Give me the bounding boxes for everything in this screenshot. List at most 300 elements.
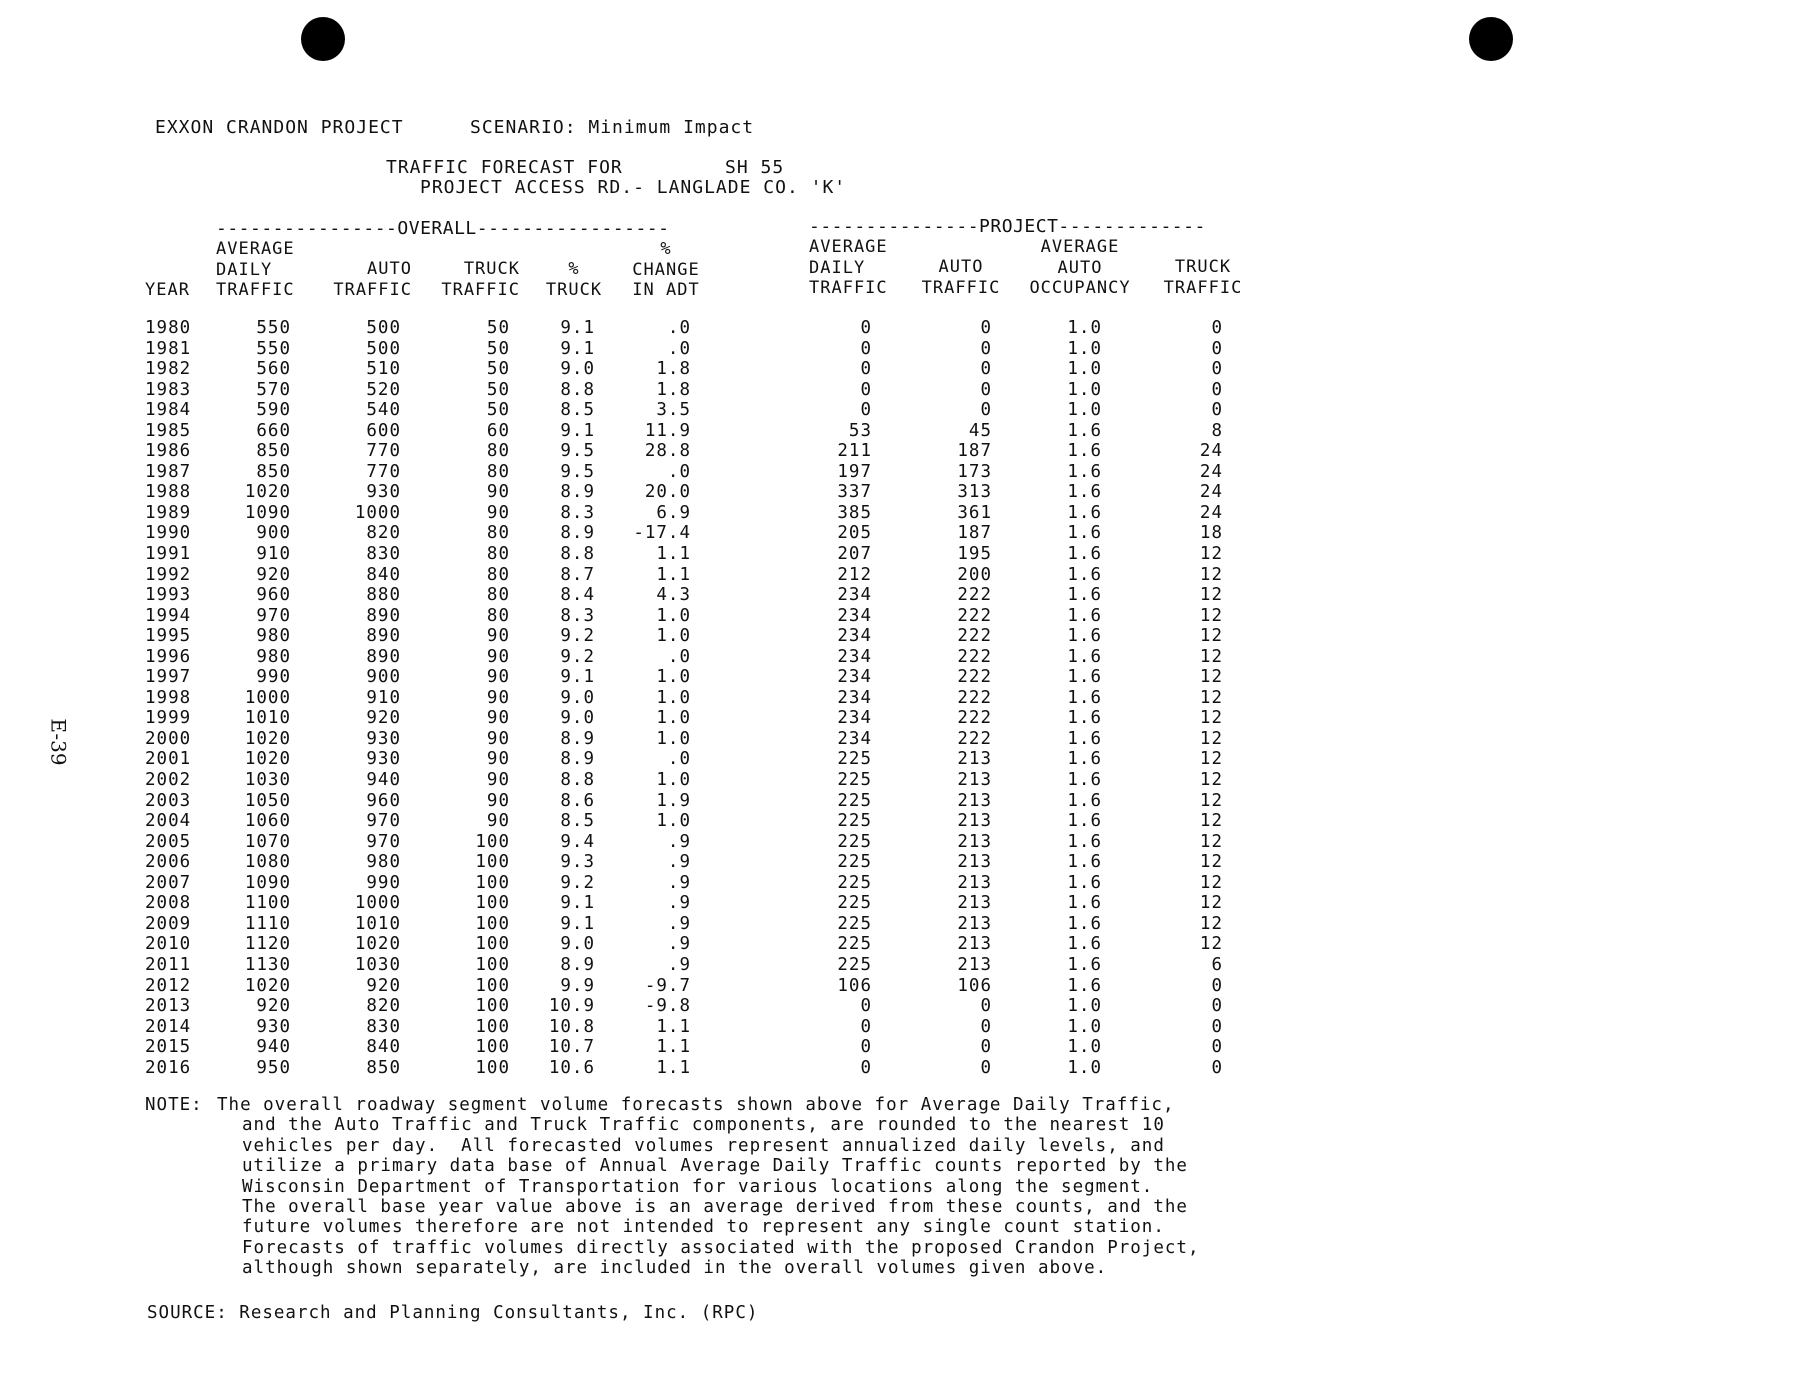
table-cell: 1986 [145, 441, 192, 462]
table-cell: 1030 [244, 770, 291, 791]
table-cell: 940 [366, 770, 401, 791]
table-cell: 2013 [145, 996, 192, 1017]
table-cell: 0 [980, 379, 992, 400]
table-cell: 560 [256, 359, 291, 380]
table-cell: 234 [837, 687, 872, 708]
table-cell: .9 [667, 852, 691, 873]
table-cell: 980 [256, 626, 291, 647]
table-cell: 1.6 [1067, 523, 1102, 544]
table-cell: 1.6 [1067, 461, 1102, 482]
table-cell: 2011 [145, 954, 192, 975]
column-auto [330, 318, 401, 1078]
table-cell: 12 [1199, 893, 1223, 914]
table-cell: 1.6 [1067, 893, 1102, 914]
table-cell: 510 [366, 359, 401, 380]
table-cell: 9.0 [560, 708, 595, 729]
table-cell: .0 [667, 461, 691, 482]
table-cell: 920 [366, 975, 401, 996]
table-cell: .9 [667, 934, 691, 955]
table-cell: 0 [1211, 996, 1223, 1017]
table-cell: 2016 [145, 1057, 192, 1078]
table-cell: 1.0 [1067, 338, 1102, 359]
table-cell: 1.6 [1067, 913, 1102, 934]
table-cell: 960 [366, 790, 401, 811]
table-cell: .0 [667, 749, 691, 770]
table-cell: 940 [256, 1037, 291, 1058]
table-cell: 90 [486, 770, 510, 791]
table-cell: 500 [366, 338, 401, 359]
table-cell: 222 [957, 728, 992, 749]
table-cell: 9.0 [560, 934, 595, 955]
table-cell: 1983 [145, 379, 192, 400]
table-cell: 90 [486, 502, 510, 523]
table-cell: 910 [256, 544, 291, 565]
table-cell: 1.0 [1067, 318, 1102, 338]
table-cell: 1.0 [1067, 996, 1102, 1017]
table-cell: 90 [486, 646, 510, 667]
table-cell: 213 [957, 749, 992, 770]
table-cell: 1090 [244, 872, 291, 893]
table-cell: 222 [957, 605, 992, 626]
table-cell: 222 [957, 646, 992, 667]
table-cell: 2004 [145, 811, 192, 832]
table-cell: 2014 [145, 1016, 192, 1037]
table-cell: 820 [366, 523, 401, 544]
table-cell: 660 [256, 420, 291, 441]
col-header-project-adt: AVERAGE DAILY TRAFFIC [809, 237, 888, 298]
table-cell: 930 [366, 482, 401, 503]
table-cell: 90 [486, 790, 510, 811]
table-cell: 12 [1199, 626, 1223, 647]
table-cell: 8.8 [560, 379, 595, 400]
table-cell: 234 [837, 585, 872, 606]
table-cell: 1.6 [1067, 687, 1102, 708]
table-cell: 1997 [145, 667, 192, 688]
table-cell: 222 [957, 667, 992, 688]
table-cell: 9.1 [560, 318, 595, 338]
table-cell: 207 [837, 544, 872, 565]
column-project-truck [1170, 318, 1223, 1078]
table-cell: 820 [366, 996, 401, 1017]
table-cell: 1.1 [656, 1037, 691, 1058]
table-cell: 100 [475, 872, 510, 893]
table-cell: 213 [957, 893, 992, 914]
table-cell: 10.7 [548, 1037, 595, 1058]
project-section-banner: ---------------PROJECT------------- [809, 216, 1206, 237]
table-cell: 90 [486, 687, 510, 708]
table-cell: 840 [366, 564, 401, 585]
table-cell: 840 [366, 1037, 401, 1058]
table-cell: 1130 [244, 954, 291, 975]
table-cell: 1020 [354, 934, 401, 955]
page-number: E-39 [46, 718, 71, 766]
table-cell: 234 [837, 646, 872, 667]
table-cell: 90 [486, 708, 510, 729]
column-truck [440, 318, 510, 1078]
table-cell: 80 [486, 461, 510, 482]
table-cell: 45 [968, 420, 992, 441]
table-cell: 50 [486, 318, 510, 338]
project-title: EXXON CRANDON PROJECT [155, 117, 404, 138]
column-year [145, 318, 205, 1078]
table-cell: 222 [957, 626, 992, 647]
table-cell: 1988 [145, 482, 192, 503]
table-cell: 9.2 [560, 626, 595, 647]
table-cell: 990 [366, 872, 401, 893]
column-project-occupancy [1050, 318, 1102, 1078]
table-cell: 205 [837, 523, 872, 544]
table-cell: 80 [486, 441, 510, 462]
table-cell: 1.6 [1067, 667, 1102, 688]
table-cell: 8.9 [560, 523, 595, 544]
table-cell: 8.6 [560, 790, 595, 811]
table-cell: 900 [366, 667, 401, 688]
table-cell: 850 [366, 1057, 401, 1078]
table-cell: 930 [366, 749, 401, 770]
table-cell: 1.6 [1067, 852, 1102, 873]
table-cell: 0 [980, 338, 992, 359]
table-cell: 930 [256, 1016, 291, 1037]
table-cell: 0 [860, 400, 872, 421]
note-first-line: The overall roadway segment volume forecasts shown above for Average Daily Traffic, [217, 1095, 1175, 1115]
table-cell: 50 [486, 400, 510, 421]
table-cell: 9.3 [560, 852, 595, 873]
table-cell: 100 [475, 1016, 510, 1037]
table-cell: 900 [256, 523, 291, 544]
table-cell: 2000 [145, 728, 192, 749]
table-cell: 2005 [145, 831, 192, 852]
table-cell: 890 [366, 605, 401, 626]
table-cell: 8.5 [560, 400, 595, 421]
table-cell: 8 [1211, 420, 1223, 441]
table-cell: .9 [667, 872, 691, 893]
table-cell: 1.0 [656, 728, 691, 749]
table-cell: 1.0 [1067, 1037, 1102, 1058]
table-cell: 197 [837, 461, 872, 482]
table-cell: 0 [980, 996, 992, 1017]
table-cell: 12 [1199, 708, 1223, 729]
table-cell: 100 [475, 831, 510, 852]
table-cell: 0 [860, 1057, 872, 1078]
table-cell: 0 [1211, 379, 1223, 400]
table-cell: 225 [837, 831, 872, 852]
table-cell: 12 [1199, 585, 1223, 606]
table-cell: 337 [837, 482, 872, 503]
table-cell: 213 [957, 790, 992, 811]
table-cell: 12 [1199, 770, 1223, 791]
table-cell: 225 [837, 790, 872, 811]
table-cell: 213 [957, 770, 992, 791]
table-cell: 80 [486, 544, 510, 565]
table-cell: 100 [475, 852, 510, 873]
table-cell: 313 [957, 482, 992, 503]
table-cell: 1.6 [1067, 564, 1102, 585]
col-header-auto: AUTO TRAFFIC [333, 259, 412, 300]
table-cell: 970 [366, 831, 401, 852]
table-cell: 1.0 [656, 687, 691, 708]
table-cell: 12 [1199, 872, 1223, 893]
table-cell: 1.0 [656, 667, 691, 688]
table-cell: 1.6 [1067, 954, 1102, 975]
table-cell: 1.6 [1067, 770, 1102, 791]
table-cell: 1.6 [1067, 790, 1102, 811]
table-cell: 187 [957, 523, 992, 544]
table-cell: 12 [1199, 749, 1223, 770]
table-cell: 0 [860, 359, 872, 380]
table-cell: 0 [860, 1037, 872, 1058]
table-cell: 24 [1199, 461, 1223, 482]
table-cell: 4.3 [656, 585, 691, 606]
table-cell: 1.0 [1067, 400, 1102, 421]
table-cell: 1.6 [1067, 585, 1102, 606]
table-cell: 1.1 [656, 564, 691, 585]
table-cell: 1.6 [1067, 441, 1102, 462]
table-cell: 570 [256, 379, 291, 400]
table-cell: 213 [957, 934, 992, 955]
table-cell: 8.9 [560, 749, 595, 770]
table-cell: 1080 [244, 852, 291, 873]
table-cell: 1.6 [1067, 544, 1102, 565]
table-cell: 9.0 [560, 359, 595, 380]
forecast-route: SH 55 [725, 157, 785, 178]
table-cell: 1050 [244, 790, 291, 811]
table-cell: 0 [980, 1057, 992, 1078]
table-cell: 80 [486, 564, 510, 585]
table-cell: 9.9 [560, 975, 595, 996]
table-cell: 1.1 [656, 544, 691, 565]
table-cell: 920 [256, 996, 291, 1017]
table-cell: 9.1 [560, 667, 595, 688]
table-cell: 225 [837, 749, 872, 770]
table-cell: 1.6 [1067, 831, 1102, 852]
table-cell: 1.0 [1067, 1016, 1102, 1037]
table-cell: 500 [366, 318, 401, 338]
table-cell: 1060 [244, 811, 291, 832]
source-line: SOURCE: Research and Planning Consultants, Inc. (RPC) [147, 1303, 759, 1323]
table-cell: 80 [486, 585, 510, 606]
table-cell: 980 [366, 852, 401, 873]
table-cell: 1.6 [1067, 975, 1102, 996]
table-cell: 12 [1199, 913, 1223, 934]
table-cell: 50 [486, 359, 510, 380]
table-cell: 212 [837, 564, 872, 585]
table-cell: 770 [366, 461, 401, 482]
table-cell: 1.6 [1067, 934, 1102, 955]
table-cell: 1020 [244, 482, 291, 503]
table-cell: 213 [957, 811, 992, 832]
table-cell: 100 [475, 954, 510, 975]
table-cell: 600 [366, 420, 401, 441]
table-cell: 960 [256, 585, 291, 606]
table-cell: 1.0 [1067, 1057, 1102, 1078]
table-cell: 1981 [145, 338, 192, 359]
punch-hole-right [1469, 17, 1513, 61]
table-cell: 10.6 [548, 1057, 595, 1078]
col-header-adt: AVERAGE DAILY TRAFFIC [216, 239, 295, 300]
table-cell: 100 [475, 975, 510, 996]
table-cell: 0 [980, 1016, 992, 1037]
table-cell: 106 [957, 975, 992, 996]
table-cell: 20.0 [644, 482, 691, 503]
table-cell: 0 [1211, 400, 1223, 421]
table-cell: 12 [1199, 564, 1223, 585]
table-cell: 950 [256, 1057, 291, 1078]
table-cell: 12 [1199, 687, 1223, 708]
table-cell: 234 [837, 728, 872, 749]
table-cell: -17.4 [633, 523, 691, 544]
table-cell: 9.5 [560, 441, 595, 462]
table-cell: 0 [980, 318, 992, 338]
table-cell: 12 [1199, 831, 1223, 852]
column-project-adt [800, 318, 872, 1078]
table-cell: 9.4 [560, 831, 595, 852]
table-cell: 540 [366, 400, 401, 421]
table-cell: 1998 [145, 687, 192, 708]
table-cell: 1000 [354, 893, 401, 914]
table-cell: 12 [1199, 646, 1223, 667]
table-cell: 213 [957, 852, 992, 873]
table-cell: 1993 [145, 585, 192, 606]
table-cell: 1000 [354, 502, 401, 523]
col-header-year: YEAR [145, 280, 190, 300]
table-cell: -9.7 [644, 975, 691, 996]
table-cell: 1995 [145, 626, 192, 647]
table-cell: 910 [366, 687, 401, 708]
table-cell: 1.8 [656, 379, 691, 400]
table-cell: 1030 [354, 954, 401, 975]
scenario-label: SCENARIO: Minimum Impact [470, 117, 755, 138]
table-cell: 0 [860, 379, 872, 400]
table-cell: 222 [957, 708, 992, 729]
table-cell: 173 [957, 461, 992, 482]
col-header-pct-change: % CHANGE IN ADT [632, 239, 700, 300]
table-cell: .9 [667, 913, 691, 934]
table-cell: 920 [366, 708, 401, 729]
table-cell: 60 [486, 420, 510, 441]
table-cell: 9.1 [560, 338, 595, 359]
table-cell: 1.6 [1067, 420, 1102, 441]
table-cell: 1.6 [1067, 646, 1102, 667]
table-cell: 0 [1211, 359, 1223, 380]
table-cell: 970 [256, 605, 291, 626]
table-cell: 100 [475, 913, 510, 934]
table-cell: 1.1 [656, 1057, 691, 1078]
table-cell: 8.7 [560, 564, 595, 585]
table-cell: 8.5 [560, 811, 595, 832]
table-cell: 90 [486, 626, 510, 647]
table-cell: 90 [486, 728, 510, 749]
table-cell: 930 [366, 728, 401, 749]
table-cell: 8.3 [560, 502, 595, 523]
table-cell: 1.6 [1067, 605, 1102, 626]
table-cell: 24 [1199, 502, 1223, 523]
table-cell: 225 [837, 934, 872, 955]
table-cell: 1020 [244, 728, 291, 749]
table-cell: 234 [837, 708, 872, 729]
col-header-project-auto: AUTO TRAFFIC [921, 257, 1001, 298]
table-cell: 1020 [244, 749, 291, 770]
column-pct-change [610, 318, 691, 1078]
table-cell: 880 [366, 585, 401, 606]
table-cell: 225 [837, 770, 872, 791]
table-cell: 0 [860, 996, 872, 1017]
table-cell: 1.6 [1067, 749, 1102, 770]
table-cell: 3.5 [656, 400, 691, 421]
table-cell: 1010 [244, 708, 291, 729]
table-cell: 225 [837, 893, 872, 914]
table-cell: 361 [957, 502, 992, 523]
table-cell: 850 [256, 441, 291, 462]
table-cell: 1.6 [1067, 728, 1102, 749]
table-cell: 24 [1199, 441, 1223, 462]
overall-section-banner: ----------------OVERALL----------------- [216, 218, 670, 239]
table-cell: 225 [837, 872, 872, 893]
table-cell: 1.6 [1067, 708, 1102, 729]
forecast-title: TRAFFIC FORECAST FOR [386, 157, 623, 178]
table-cell: 225 [837, 852, 872, 873]
table-cell: 1.6 [1067, 626, 1102, 647]
table-cell: 225 [837, 913, 872, 934]
punch-hole-left [301, 17, 345, 61]
table-cell: 970 [366, 811, 401, 832]
table-cell: 12 [1199, 544, 1223, 565]
table-cell: 920 [256, 564, 291, 585]
table-cell: 8.3 [560, 605, 595, 626]
forecast-segment: PROJECT ACCESS RD.- LANGLADE CO. 'K' [420, 177, 847, 198]
table-cell: 1987 [145, 461, 192, 482]
table-cell: 2003 [145, 790, 192, 811]
table-cell: .0 [667, 646, 691, 667]
table-cell: 12 [1199, 667, 1223, 688]
table-cell: 2001 [145, 749, 192, 770]
table-cell: 1020 [244, 975, 291, 996]
table-cell: 2015 [145, 1037, 192, 1058]
note-block [145, 1095, 1200, 1279]
table-cell: .9 [667, 893, 691, 914]
table-cell: 550 [256, 338, 291, 359]
table-cell: 100 [475, 1057, 510, 1078]
table-cell: 90 [486, 749, 510, 770]
table-cell: 90 [486, 811, 510, 832]
table-cell: 12 [1199, 605, 1223, 626]
table-cell: 830 [366, 544, 401, 565]
table-cell: 1.0 [656, 626, 691, 647]
table-cell: 213 [957, 872, 992, 893]
table-cell: 1985 [145, 420, 192, 441]
table-cell: 1.8 [656, 359, 691, 380]
table-cell: 8.8 [560, 770, 595, 791]
table-cell: 234 [837, 626, 872, 647]
table-cell: 222 [957, 585, 992, 606]
table-cell: 850 [256, 461, 291, 482]
table-cell: 195 [957, 544, 992, 565]
table-cell: 8.9 [560, 482, 595, 503]
table-cell: 1.0 [656, 708, 691, 729]
table-cell: 225 [837, 954, 872, 975]
table-cell: 9.2 [560, 872, 595, 893]
table-cell: 1110 [244, 913, 291, 934]
table-cell: 6 [1211, 954, 1223, 975]
table-cell: 222 [957, 687, 992, 708]
table-cell: 1.0 [656, 605, 691, 626]
table-cell: 2010 [145, 934, 192, 955]
table-cell: 213 [957, 831, 992, 852]
table-cell: 1982 [145, 359, 192, 380]
table-cell: 770 [366, 441, 401, 462]
table-cell: 100 [475, 996, 510, 1017]
table-cell: 2007 [145, 872, 192, 893]
table-cell: 990 [256, 667, 291, 688]
